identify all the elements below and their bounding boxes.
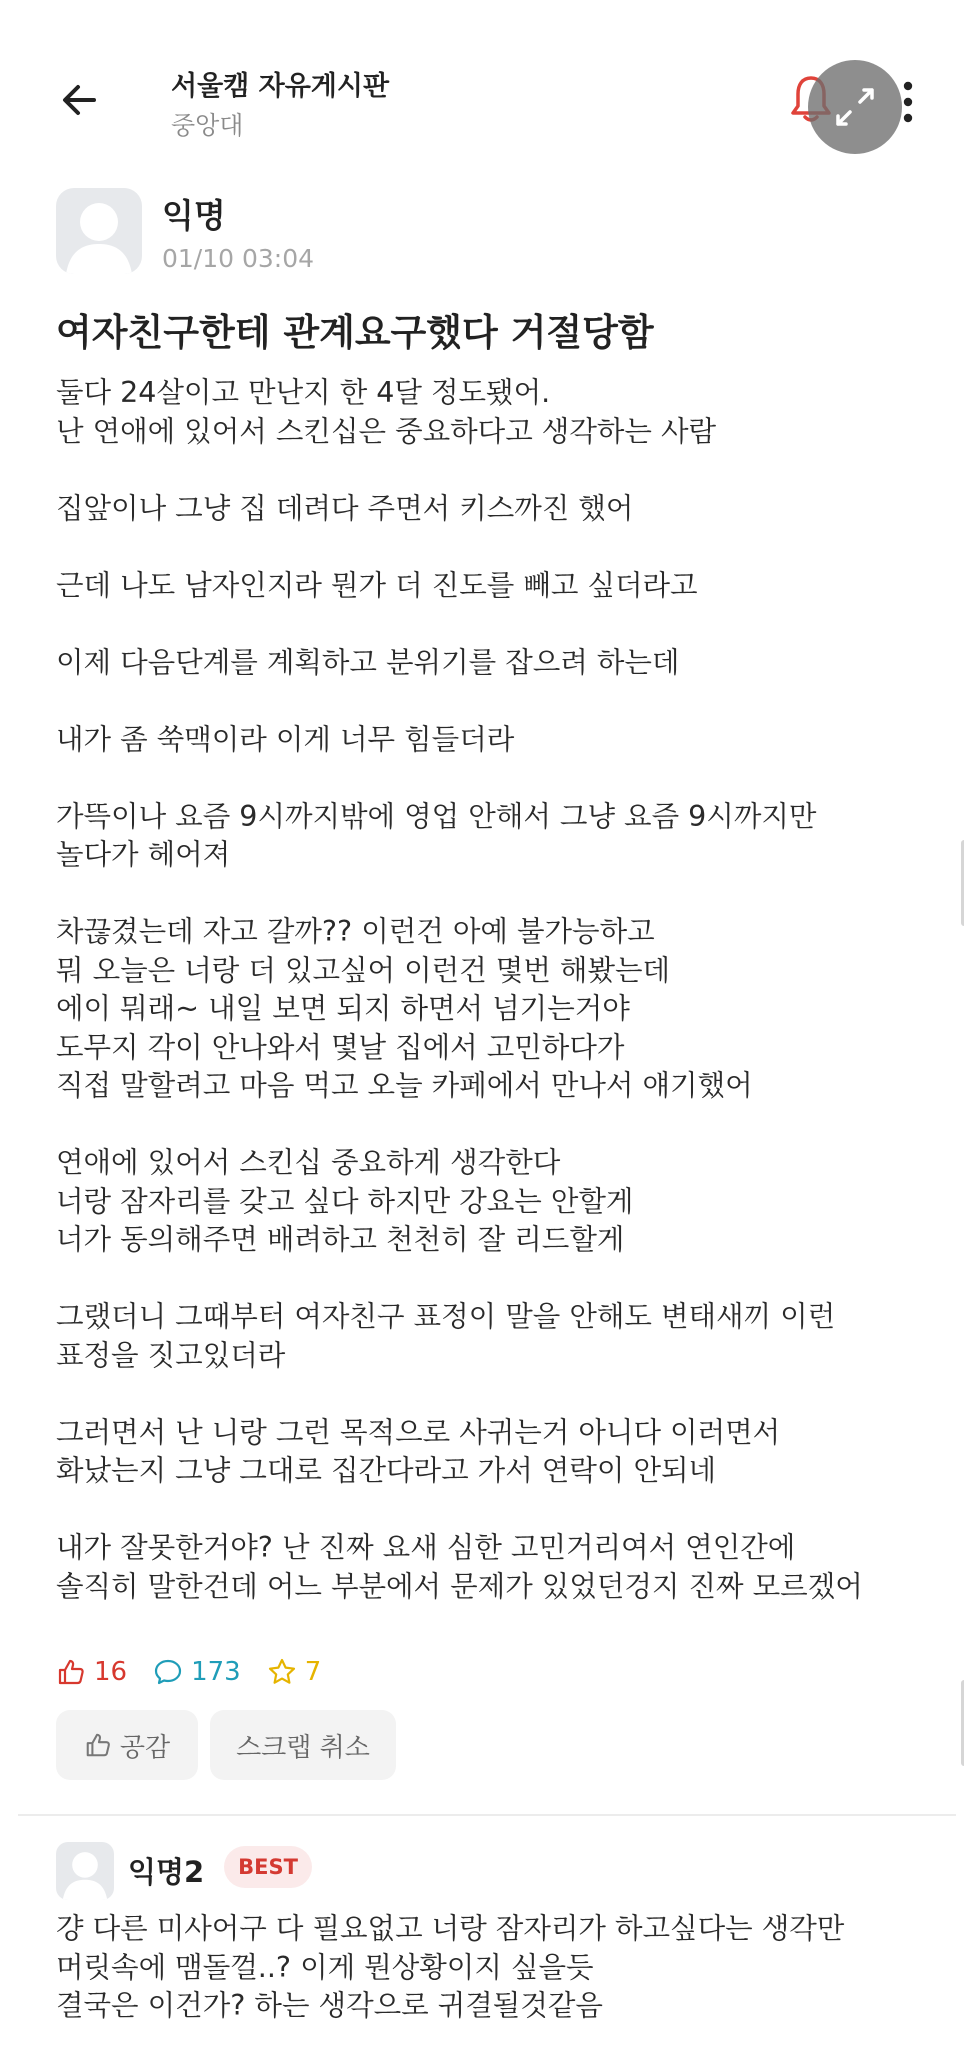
post-paragraph: 이제 다음단계를 계획하고 분위기를 잡으려 하는데 — [56, 645, 680, 679]
post-blank-line — [56, 451, 936, 490]
post-blank-line — [56, 1260, 936, 1299]
scrap-count-value: 7 — [304, 1657, 322, 1687]
post-paragraph: 내가 잘못한거야? 난 진짜 요새 심한 고민거리여서 연인간에 솔직히 말한건데 어느 부분에서 문제가 있었던겅지 진짜 모르겠어 — [56, 1531, 863, 1603]
post-timestamp: 01/10 03:04 — [162, 244, 315, 273]
like-button-label: 공감 — [119, 1732, 171, 1763]
post-blank-line — [56, 1375, 936, 1414]
post-paragraph: 내가 좀 쑥맥이라 이게 너무 힘들더라 — [56, 722, 515, 756]
more-vertical-icon — [896, 78, 920, 126]
post-paragraph: 둘다 24살이고 만난지 한 4달 정도됐어. 난 연애에 있어서 스킨십은 중요하다고 생각하는 사람 — [56, 376, 717, 448]
post-blank-line — [56, 759, 936, 798]
board-title: 서울캠 자유게시판 — [171, 71, 390, 102]
scrap-cancel-button[interactable] — [210, 1710, 396, 1780]
post-blank-line — [56, 1491, 936, 1530]
post-stats — [56, 1654, 347, 1690]
like-count-value: 16 — [94, 1657, 128, 1687]
scrollbar-indicator[interactable] — [961, 1680, 968, 1766]
scrap-button-label: 스크랩 취소 — [236, 1732, 370, 1763]
expand-icon — [808, 60, 902, 154]
arrow-left-icon — [50, 70, 110, 130]
comment-avatar — [56, 1842, 114, 1900]
board-subtitle: 중앙대 — [171, 111, 244, 140]
best-badge: BEST — [224, 1846, 312, 1888]
default-avatar-icon — [56, 1842, 114, 1900]
thumbs-up-icon — [84, 1731, 112, 1759]
post-author: 익명 — [162, 196, 226, 235]
post-paragraph: 그러면서 난 니랑 그런 목적으로 사귀는거 아니다 이러면서 화났는지 그냥 그대로 집간다라고 가서 연락이 안되네 — [56, 1415, 781, 1487]
star-icon — [267, 1657, 297, 1687]
post-blank-line — [56, 1106, 936, 1145]
thumbs-up-icon — [56, 1657, 86, 1687]
comment-count — [153, 1657, 241, 1687]
post-blank-line — [56, 605, 936, 644]
post-paragraph: 근데 나도 남자인지라 뭔가 더 진도를 빼고 싶더라고 — [56, 568, 698, 602]
like-button[interactable] — [56, 1710, 198, 1780]
post-blank-line — [56, 528, 936, 567]
post-paragraph: 연애에 있어서 스킨십 중요하게 생각한다 너랑 잠자리를 갖고 싶다 하지만 강요는 안할게 너가 동의해주면 배려하고 천천히 잘 리드할게 — [56, 1146, 634, 1256]
like-count — [56, 1657, 127, 1687]
section-divider — [18, 1814, 956, 1816]
expand-button[interactable] — [808, 60, 902, 154]
post-paragraph: 그랬더니 그때부터 여자친구 표정이 말을 안해도 변태새끼 이런 표정을 짓고있더라 — [56, 1300, 836, 1372]
comment-count-value: 173 — [191, 1657, 241, 1687]
comment-bubble-icon — [153, 1657, 183, 1687]
post-blank-line — [56, 682, 936, 721]
post-paragraph: 집앞이나 그냥 집 데려다 주면서 키스까진 했어 — [56, 491, 634, 525]
scrap-count — [267, 1657, 322, 1687]
post-body — [56, 374, 936, 1606]
comment-author: 익명2 — [128, 1855, 205, 1889]
comment-text: 걍 다른 미사어구 다 필요없고 너랑 잠자리가 하고싶다는 생각만 머릿속에 맴돌껄..? 이게 뭔상황이지 싶을듯 결국은 이건가? 하는 생각으로 귀결될것같음 — [56, 1912, 845, 2022]
post-title: 여자친구한테 관계요구했다 거절당함 — [56, 311, 654, 354]
author-avatar — [56, 188, 142, 274]
more-options-button[interactable] — [896, 78, 920, 126]
comment-body — [56, 1910, 936, 2026]
back-button[interactable] — [50, 70, 110, 130]
post-paragraph: 가뜩이나 요즘 9시까지밖에 영업 안해서 그냥 요즘 9시까지만 놀다가 헤어져 — [56, 799, 817, 871]
scrollbar-indicator[interactable] — [961, 840, 968, 926]
default-avatar-icon — [56, 188, 142, 274]
post-paragraph: 차끊겼는데 자고 갈까?? 이런건 아예 불가능하고 뭐 오늘은 너랑 더 있고싶어 이런건 몇번 해봤는데 에이 뭐래~ 내일 보면 되지 하면서 넘기는거야 도무지 각이 안나와서 몇날 집에서 고민하다가 직접 말할려고 마음 먹고 오늘 카페에서 만나서 얘기했어 — [56, 915, 753, 1102]
post-blank-line — [56, 875, 936, 914]
